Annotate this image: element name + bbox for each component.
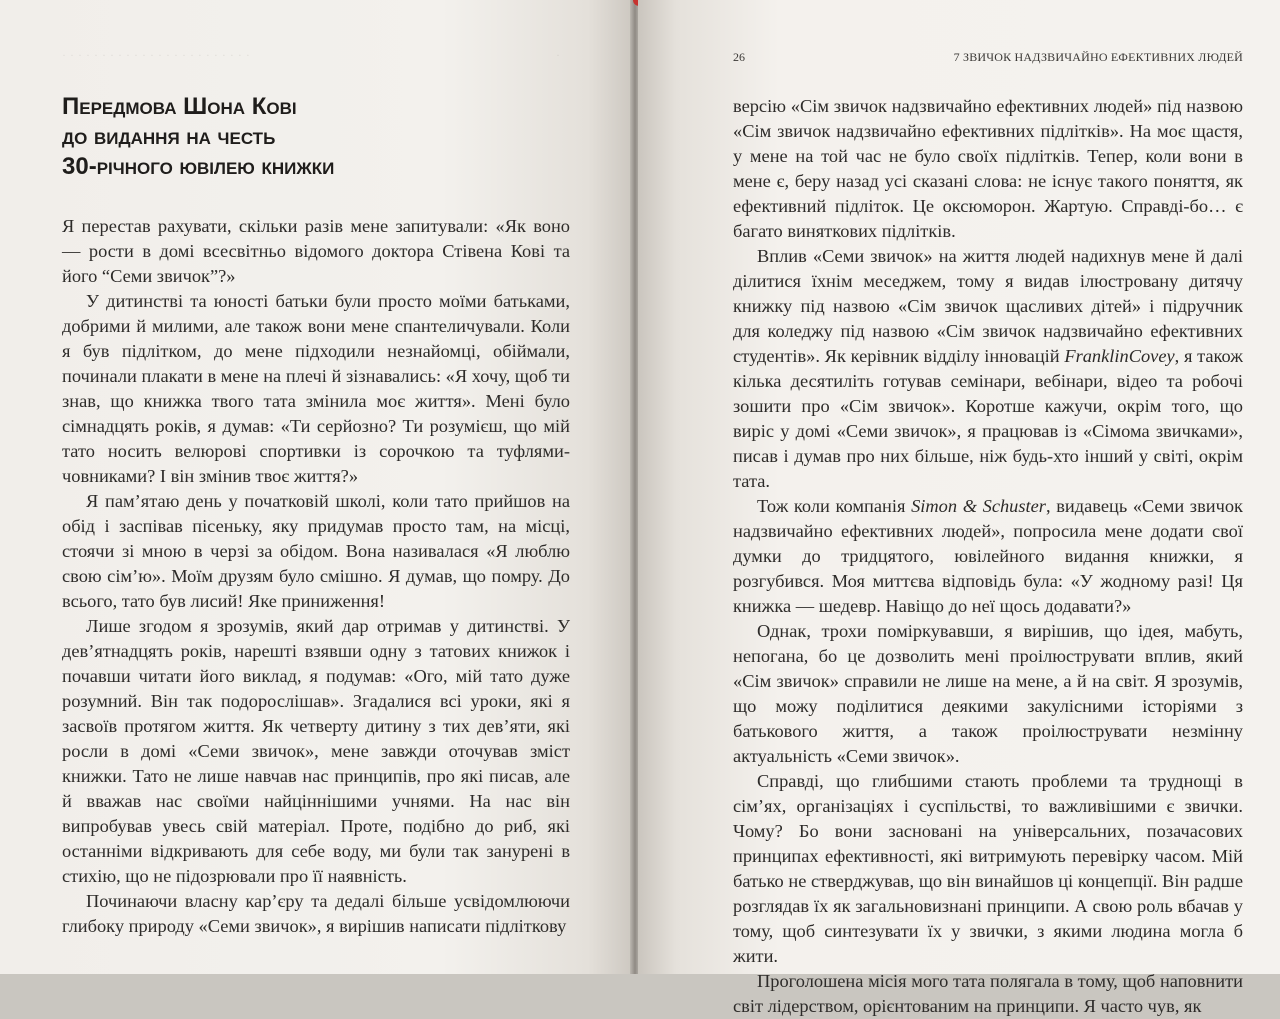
running-head: 7 ЗВИЧОК НАДЗВИЧАЙНО ЕФЕКТИВНИХ ЛЮДЕЙ — [953, 50, 1243, 64]
page-header — [733, 50, 1243, 70]
paragraph: У дитинстві та юності батьки були просто моїми батьками, добрими й милими, але також вони мене спантеличували. Коли я був підлітком, до мене підходили незнайомці, обіймали, починали плакати в мене на плечі й зізнавались: «Я хочу, щоб ти знав, що книжка твого тата змінила моє життя». Мені було сімнадцять років, я думав: «Ти серйозно? Ти розумієш, що мій тато носить велюрові спортивки із сорочкою та туфлями-човниками? І він змінив твоє життя?» — [62, 291, 570, 486]
paragraph: Лише згодом я зрозумів, який дар отримав у дитинстві. У дев’ятнадцять років, нарешті взявши одну з татових книжок і почавши читати його виклад, я подумав: «Ого, мій тато дуже розумний. Він так подорослішав». Згадалися всі уроки, які я засвоїв протягом життя. Як четверту дитину з тих дев’яти, які росли в домі «Семи звичок», мене завжди оточував зміст книжки. Тато не лише навчав нас принципів, про які писав, але й вважав нас своїми найціннішими учнями. На нас він випробував увесь свій матеріал. Проте, подібно до риб, які останніми відкривають для себе воду, ми були так занурені в стихію, що не підозрювали про її наявність. — [62, 616, 570, 886]
bleed-through-page-number: · — [556, 48, 560, 62]
paragraph: Проголошена місія мого тата полягала в тому, щоб наповнити світ лідерством, орієнтованим на принципи. Я часто чув, як — [733, 971, 1243, 1016]
text-run: Тож коли компанія — [757, 496, 906, 516]
paragraph: Я пам’ятаю день у початковій школі, коли тато прийшов на обід і заспівав пісеньку, яку придумав просто там, на місці, стоячи зі мною в черзі за обідом. Вона називалася «Я люблю свою сім’ю». Моїм друзям було смішно. Я думав, що помру. До всього, тато був лисий! Яке приниження! — [62, 491, 570, 611]
paragraph — [733, 494, 1243, 619]
paragraph — [733, 244, 1243, 494]
text-run: , видавець «Семи звичок надзвичайно ефективних людей», попросила мене додати свої думки до тридцятого, ювілейного видання книжки, я розгубився. Моя миттєва відповідь була: «У жодному разі! Ця книжка — шедевр. Навіщо до неї щось додавати?» — [733, 496, 1243, 616]
chapter-title-line-2: до видання на честь — [62, 123, 276, 150]
paragraph: Однак, трохи поміркувавши, я вирішив, що ідея, мабуть, непогана, бо це дозволить мені проілюструвати вплив, який «Сім звичок» справили не лише на мене, а й на світ. Я зрозумів, що можу поділитися деякими закулісними історіями з батькового життя, а також проілюструвати незмінну актуальність «Семи звичок». — [733, 621, 1243, 766]
chapter-title-line-1: Передмова Шона Кові — [62, 93, 297, 120]
text-run: Вплив «Семи звичок» на життя людей надихнув мене й далі ділитися їхнім меседжем, тому я видав ілюстровану дитячу книжку під назвою «Сім звичок щасливих дітей» і підручник для коледжу під назвою «Сім звичок надзвичайно ефективних студентів». Як керівник відділу інновацій — [733, 246, 1243, 366]
right-page — [638, 0, 1280, 1016]
right-page-body — [733, 94, 1243, 1019]
paragraph: версію «Сім звичок надзвичайно ефективних людей» під назвою «Сім звичок надзвичайно ефективних підлітків». На моє щастя, у мене на той час не було своїх підлітків. Тепер, коли вони в мене є, беру назад усі сказані слова: не існує такого поняття, як ефективний підліток. Це оксюморон. Жартую. Справді-бо… є багато виняткових підлітків. — [733, 96, 1243, 241]
chapter-title-line-3: 30-річного ювілею книжки — [62, 153, 335, 180]
paragraph: Починаючи власну кар’єру та дедалі більше усвідомлюючи глибоку природу «Семи звичок», я вирішив написати підліткову — [62, 891, 570, 936]
publisher-name: Simon & Schuster — [911, 496, 1046, 516]
bleed-through-header: · · · · · · · · · · · · · · · · · · · · · · · · — [62, 48, 251, 62]
chapter-title — [62, 92, 582, 182]
text-run: , я також кілька десятиліть готував семінари, вебінари, відео та робочі зошити про «Сім звичок». Коротше кажучи, окрім того, що виріс у домі «Семи звичок», я працював із «Сімома звичками», писав і думав про них більше, ніж будь-хто інший у світі, окрім тата. — [733, 346, 1243, 491]
left-page — [0, 0, 632, 974]
paragraph: Справді, що глибшими стають проблеми та труднощі в сім’ях, організаціях і суспільстві, то важливішими є звички. Чому? Бо вони засновані на універсальних, позачасових принципах ефективності, які витримують перевірку часом. Мій батько не стверджував, що він винайшов ці концепції. Він радше розглядав їх як загальновизнані принципи. А свою роль вбачав у тому, щоб синтезувати їх у звички, з якими людина могла б жити. — [733, 771, 1243, 966]
page-number: 26 — [733, 50, 745, 64]
company-name: FranklinCovey — [1064, 346, 1175, 366]
paragraph: Я перестав рахувати, скільки разів мене запитували: «Як воно — рости в домі всесвітньо відомого доктора Стівена Кові та його “Семи звичок”?» — [62, 216, 570, 286]
left-page-body — [62, 214, 570, 939]
